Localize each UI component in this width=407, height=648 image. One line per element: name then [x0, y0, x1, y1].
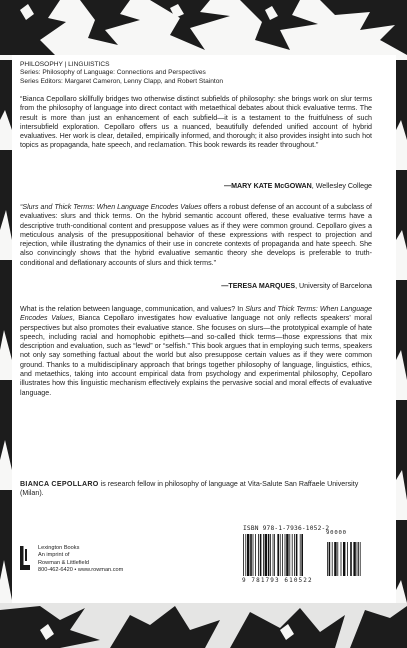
content-panel [12, 55, 396, 603]
author-name: BIANCA CEPOLLARO [20, 480, 99, 488]
author-bio-text: is research fellow in philosophy of language at Vita-Salute San Raffaele University (Milan). [20, 480, 359, 498]
endorsement-text: “Bianca Cepollaro skillfully bridges two otherwise distinct subfields of philosophy: she brings work on slur terms from the philosophy of language into direct contact with metaethical debates about thick evaluative terms. The result is more than just an enhancement of each subfield—it is a testament to the fruitfulness of such intersubfield exploration. Cepollaro offers us a nuanced, beautifully defended unified account of hybrid evaluatives. Her work is clear, detailed, empirically informed, and thorough; it also provides insight into such hot topics as propaganda, hate speech, and reclamation. This book rewards its reader throughout.” [20, 95, 372, 150]
price-addon-label: 90000 [326, 530, 347, 536]
publisher-parent: Rowman & Littlefield [38, 559, 89, 566]
endorsement-attribution-mcgowan [224, 182, 372, 191]
endorser-affiliation: , University of Barcelona [295, 282, 372, 290]
book-title-italic: Slurs and Thick Terms: When Language Encodes Values [20, 305, 372, 323]
author-bio [20, 480, 372, 499]
description-part-2: , Bianca Cepollaro investigates how evaluative language not only reflects speakers’ moral perspectives but also promotes their evaluative stance. She focuses on slurs—the prototypical example of hate speech, including racial and homophobic epithets—and so-called thick terms—those expressions that mix description and evaluation, such as “lewd” or “selfish.” This book argues that in employing such terms, speakers not only say something factual about the world but also presuppose certain values as if they were common ground. Thanks to a multidisciplinary approach that brings together philosophy of language, linguistics, ethics, and metaethics, taking into account empirical data from psychology and experimental philosophy, Cepollaro illustrates how this linguistic mechanism effectively explains the pervasive social and moral effects of evaluative language. [20, 314, 372, 397]
endorsement-marques [20, 203, 372, 268]
series-header [20, 61, 223, 86]
isbn-barcode [241, 525, 365, 587]
endorsement-text: offers a robust defense of an account of a subclass of evaluatives: slurs and thick terms. On the hybrid semantic account offered, these evaluative terms have a descriptive truth-conditional content and presuppose values as if they were common ground. Cepollaro gives a meticulous analysis of the presuppositional behavior of these expressions with respect to projection and rejection, while illustrating the dynamics of their use in concrete contexts of propaganda and hate speech. She also convincingly shows that the hybrid evaluative semantic theory she develops is preferable to truth-conditional and deflationary accounts of slurs and thick terms.” [20, 203, 372, 267]
endorsement-mcgowan [20, 95, 372, 151]
category-label: PHILOSOPHY | LINGUISTICS [20, 61, 110, 68]
endorser-name: —MARY KATE McGOWAN [224, 182, 312, 190]
barcode-bars [241, 534, 365, 578]
barcode-number: 9 781793 610522 [242, 577, 313, 584]
endorser-name: —TERESA MARQUES [221, 282, 296, 290]
publisher-name: Lexington Books [38, 545, 80, 551]
publisher-imprint: An imprint of [38, 552, 70, 559]
endorsement-attribution-marques [221, 282, 372, 291]
lexington-l-logo-icon [20, 546, 30, 570]
publisher-info [38, 545, 123, 575]
description-part-1: What is the relation between language, communication, and values? In [20, 305, 246, 313]
series-label: Series: Philosophy of Language: Connections and Perspectives [20, 69, 206, 77]
book-title-italic: “Slurs and Thick Terms: When Language Encodes Values [20, 203, 202, 211]
series-editors-label: Series Editors: Margaret Cameron, Lenny Clapp, and Robert Stainton [20, 77, 224, 85]
publisher-contact: 800-462-6420 • www.rowman.com [38, 567, 124, 574]
isbn-label: ISBN 978-1-7936-1052-2 [243, 525, 330, 532]
book-description [20, 305, 372, 398]
endorser-affiliation: , Wellesley College [311, 182, 372, 190]
